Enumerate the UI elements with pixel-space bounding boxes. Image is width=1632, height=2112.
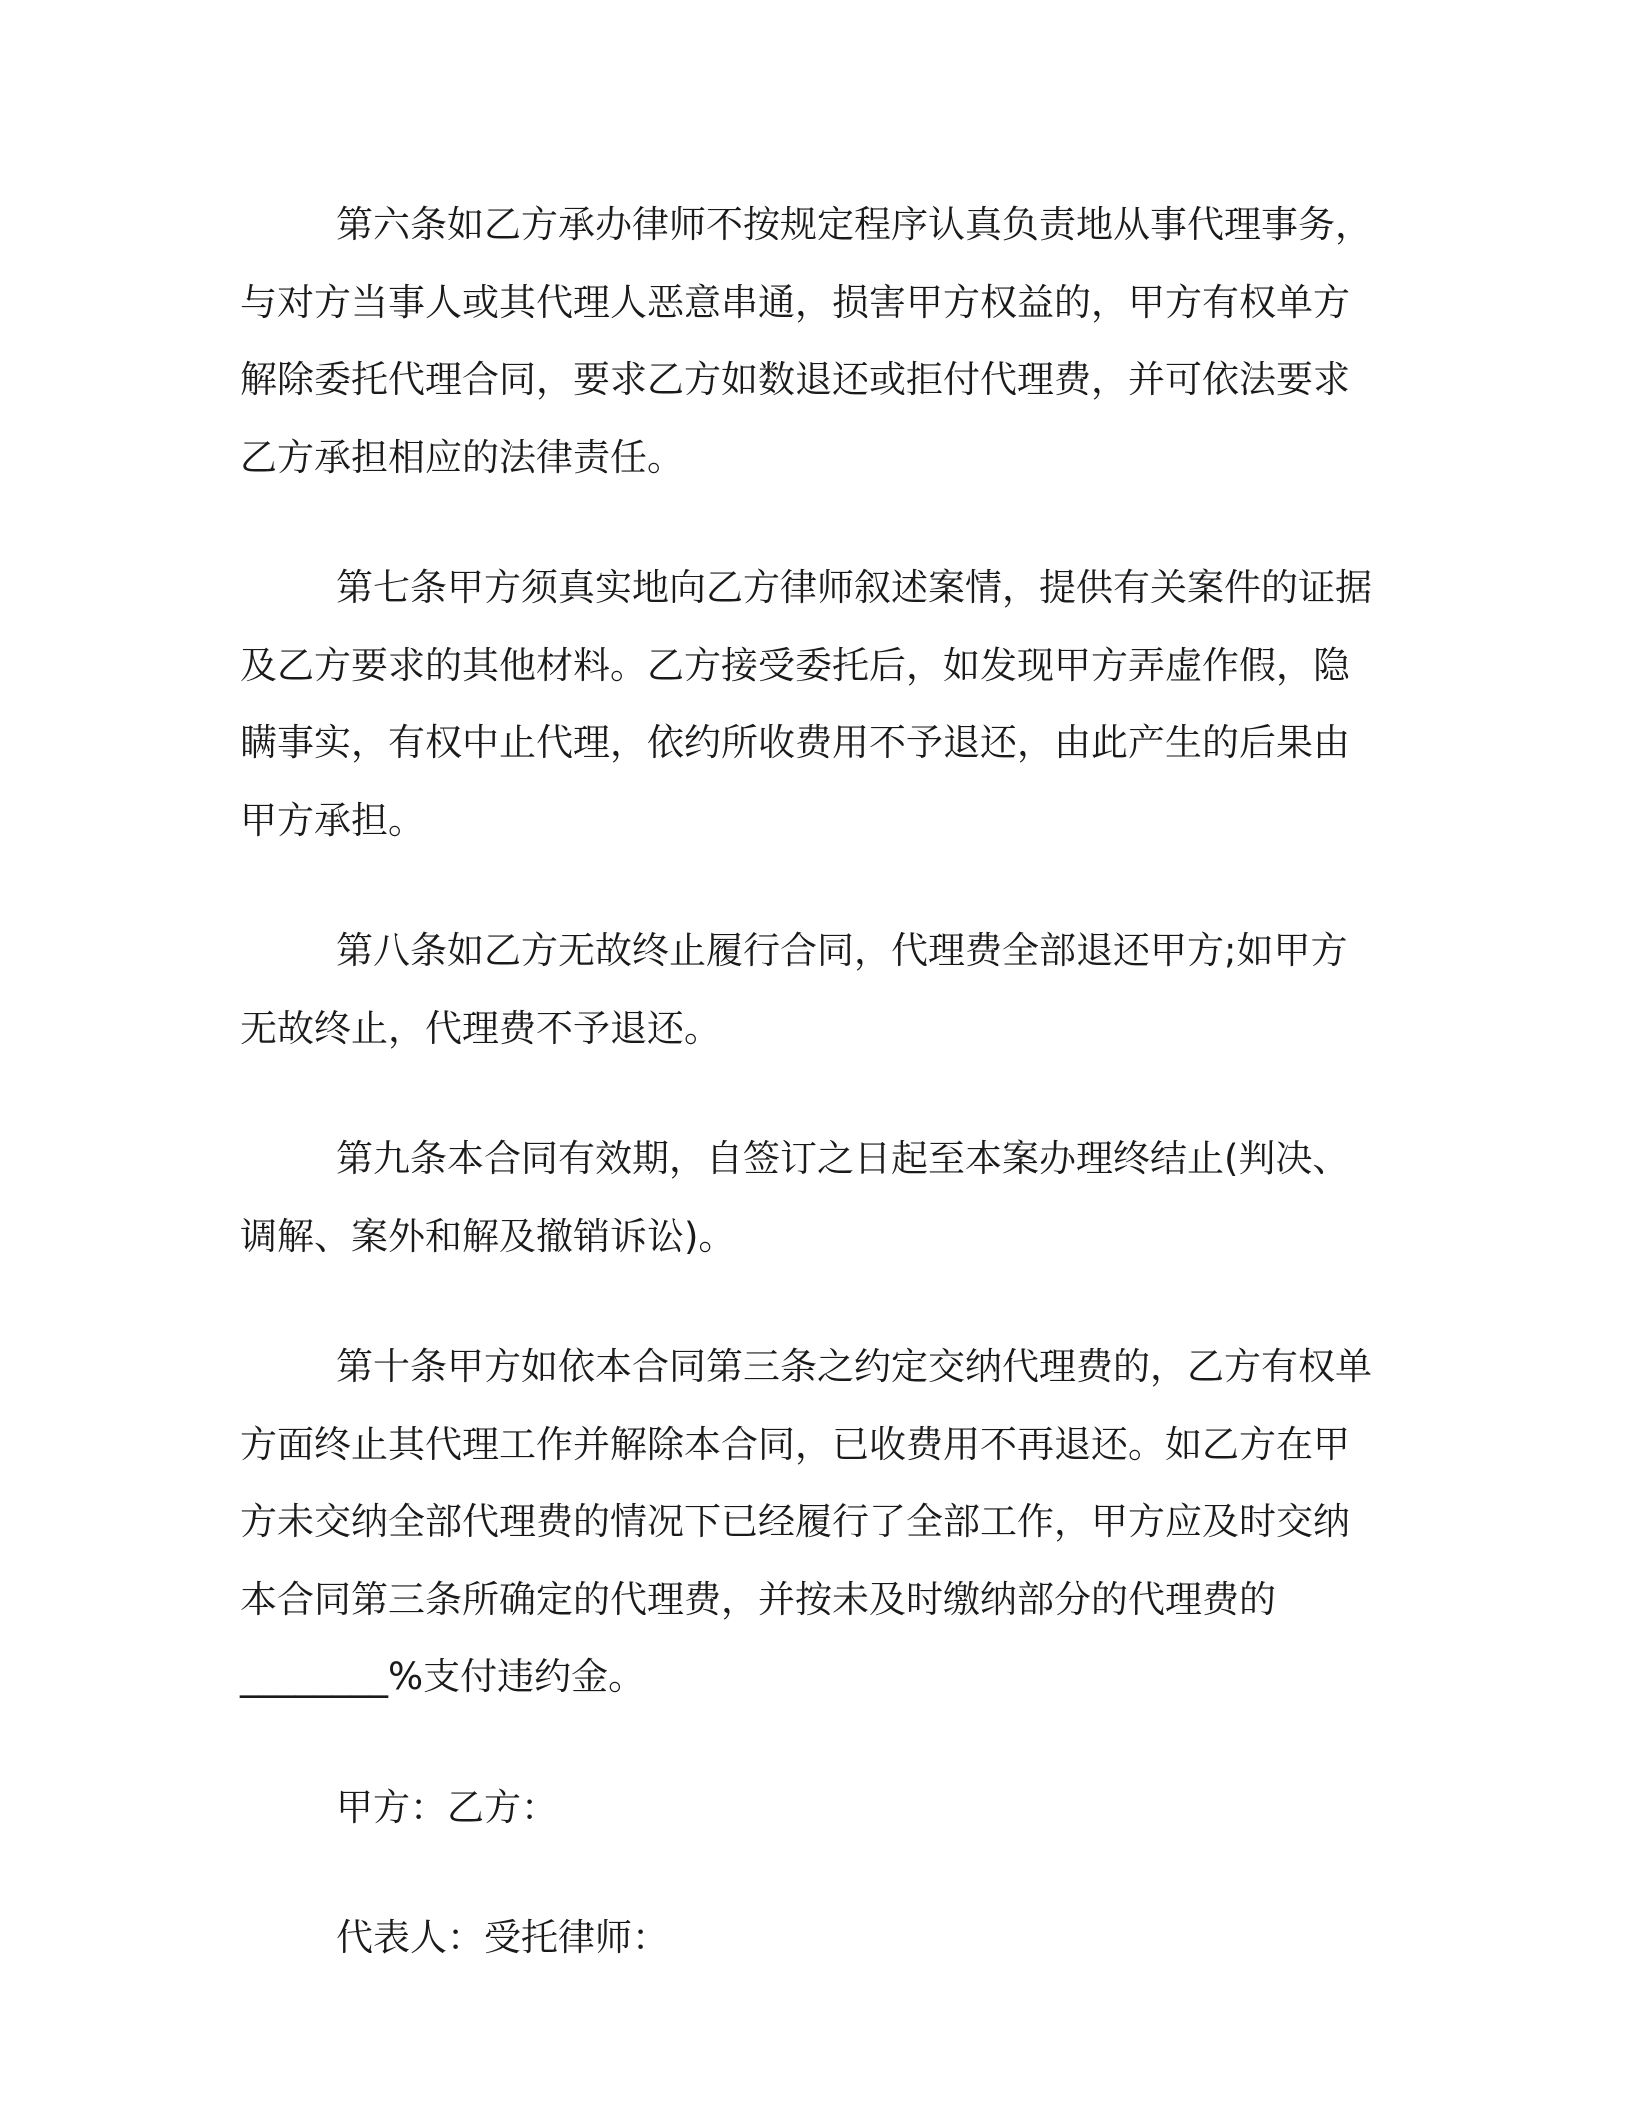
article-8-line: 无故终止，代理费不予退还。 [240, 1006, 721, 1050]
party-signature-line: 甲方：乙方： [336, 1785, 558, 1829]
article-10-line: 方面终止其代理工作并解除本合同，已收费用不再退还。如乙方在甲 [240, 1422, 1350, 1466]
document-body [240, 186, 1385, 2030]
article-6-line: 与对方当事人或其代理人恶意串通，损害甲方权益的，甲方有权单方 [240, 280, 1350, 324]
article-9-paragraph [240, 1120, 1385, 1275]
article-9-line: 调解、案外和解及撤销诉讼)。 [240, 1214, 736, 1258]
article-6-line: 第六条如乙方承办律师不按规定程序认真负责地从事代理事务， [336, 203, 1372, 246]
article-7-line: 甲方承担。 [240, 798, 425, 842]
article-8-paragraph [240, 912, 1385, 1067]
article-10-paragraph [240, 1328, 1385, 1716]
article-9-line: 第九条本合同有效期，自签订之日起至本案办理终结止(判决、 [336, 1137, 1350, 1180]
article-10-line: 方未交纳全部代理费的情况下已经履行了全部工作，甲方应及时交纳 [240, 1500, 1350, 1543]
article-7-line: 瞒事实，有权中止代理，依约所收费用不予退还，由此产生的后果由 [240, 721, 1350, 764]
article-8-line: 第八条如乙方无故终止履行合同，代理费全部退还甲方;如甲方 [336, 929, 1348, 972]
article-10-line: 第十条甲方如依本合同第三条之约定交纳代理费的，乙方有权单 [336, 1345, 1372, 1388]
article-6-paragraph [240, 186, 1385, 496]
article-6-line: 乙方承担相应的法律责任。 [240, 435, 684, 479]
article-6-line: 解除委托代理合同，要求乙方如数退还或拒付代理费，并可依法要求 [240, 358, 1350, 401]
article-10-line: ________%支付违约金。 [240, 1655, 646, 1698]
article-7-paragraph [240, 549, 1385, 859]
article-7-line: 及乙方要求的其他材料。乙方接受委托后，如发现甲方弄虚作假，隐 [240, 643, 1350, 687]
representative-signature-line: 代表人：受托律师： [336, 1916, 669, 1959]
article-10-line: 本合同第三条所确定的代理费，并按未及时缴纳部分的代理费的 [240, 1577, 1276, 1621]
article-7-line: 第七条甲方须真实地向乙方律师叙述案情，提供有关案件的证据 [336, 566, 1372, 609]
